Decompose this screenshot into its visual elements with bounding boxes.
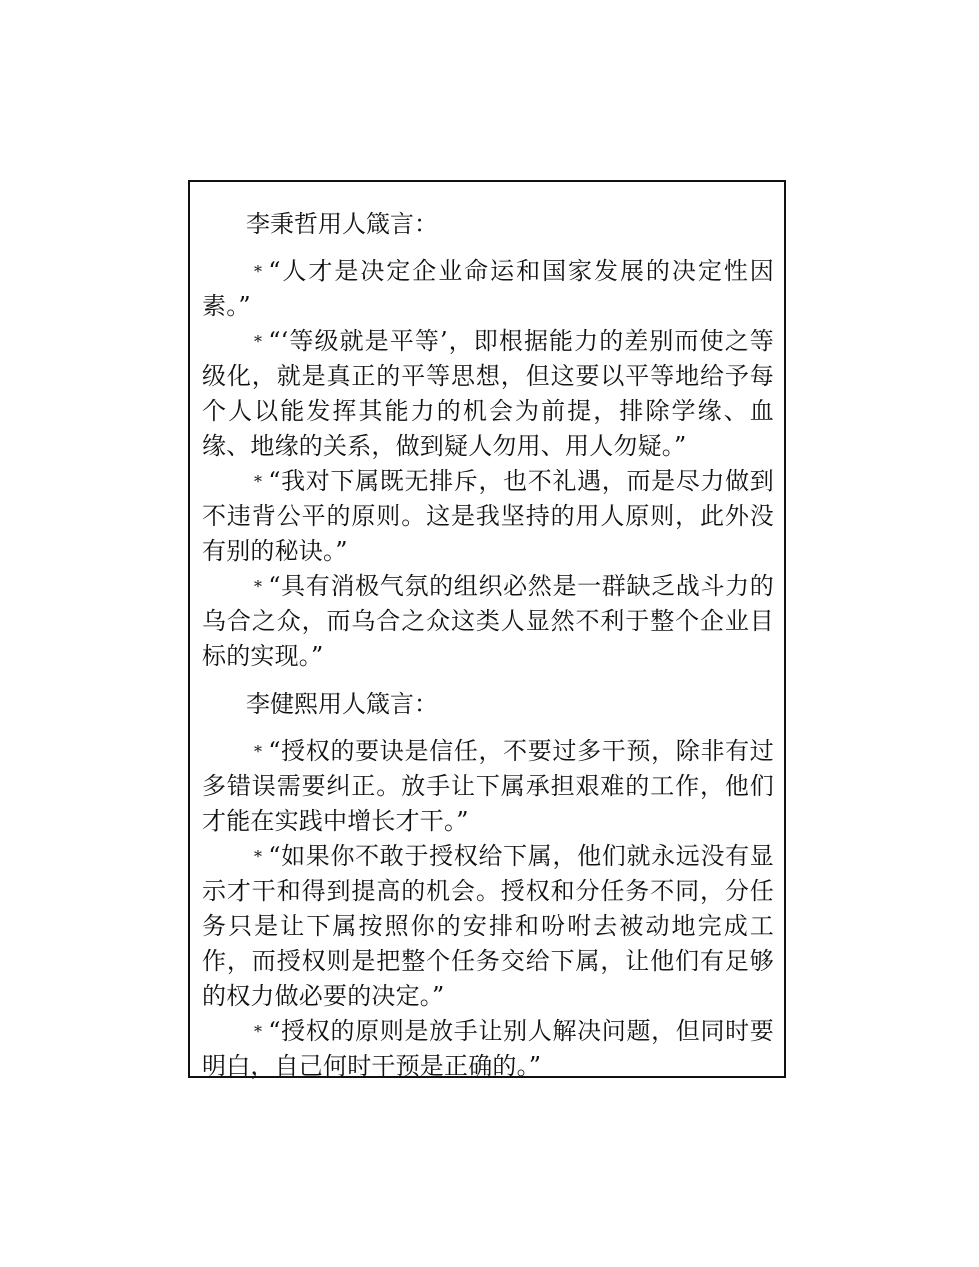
quote-item (202, 1014, 774, 1084)
quote-text: “授权的要诀是信任，不要过多干预，除非有过多错误需要纠正。放手让下属承担艰难的工作，他们才能在实践中增长才干。” (202, 737, 774, 835)
quote-item (202, 254, 774, 324)
quote-item (202, 569, 774, 674)
asterisk-icon: * (254, 1022, 263, 1041)
asterisk-icon: * (254, 577, 263, 596)
quote-item (202, 839, 774, 1014)
quote-text: “具有消极气氛的组织必然是一群缺乏战斗力的乌合之众，而乌合之众这类人显然不利于整个企业目标的实现。” (202, 572, 774, 670)
quote-text: “‘等级就是平等’，即根据能力的差别而使之等级化，就是真正的平等思想，但这要以平等地给予每个人以能发挥其能力的机会为前提，排除学缘、血缘、地缘的关系，做到疑人勿用、用人勿疑。” (202, 327, 774, 460)
quote-item (202, 464, 774, 569)
asterisk-icon: * (254, 847, 263, 866)
quote-text: “我对下属既无排斥，也不礼遇，而是尽力做到不违背公平的原则。这是我坚持的用人原则，此外没有别的秘诀。” (202, 467, 774, 565)
quote-item (202, 324, 774, 464)
asterisk-icon: * (254, 332, 263, 351)
asterisk-icon: * (254, 472, 263, 491)
asterisk-icon: * (254, 742, 263, 761)
asterisk-icon: * (254, 262, 263, 281)
quote-text: “如果你不敢于授权给下属，他们就永远没有显示才干和得到提高的机会。授权和分任务不同，分任务只是让下属按照你的安排和吩咐去被动地完成工作，而授权则是把整个任务交给下属，让他们有足够的权力做必要的决定。” (202, 842, 774, 1010)
quote-item (202, 734, 774, 839)
section-title-lee-byung-chul: 李秉哲用人箴言： (246, 210, 438, 238)
quote-text: “人才是决定企业命运和国家发展的决定性因素。” (202, 257, 774, 320)
quote-box (188, 180, 786, 1078)
quote-text: “授权的原则是放手让别人解决问题，但同时要明白，自己何时干预是正确的。” (202, 1017, 774, 1080)
section-title-lee-kun-hee: 李健熙用人箴言： (246, 690, 438, 718)
